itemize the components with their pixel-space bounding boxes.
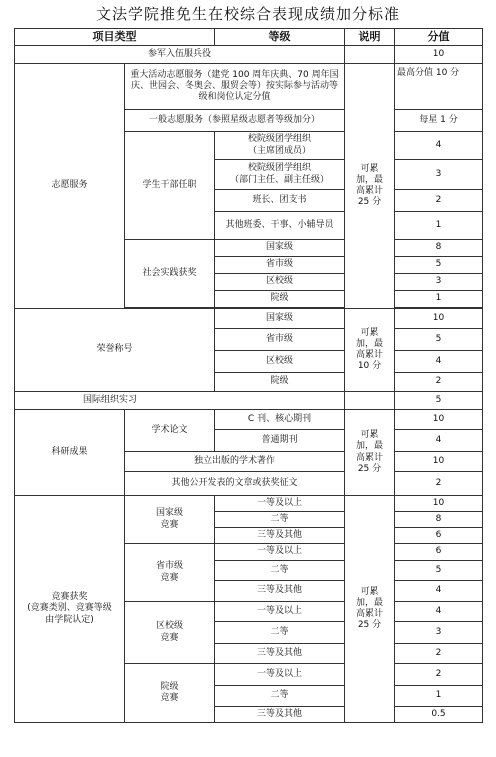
- volunteer-note: 可累 加，最 高累计 25 分: [345, 64, 395, 309]
- contest-score: 5: [395, 561, 483, 581]
- contest-group-label: 院级 竞赛: [125, 664, 215, 723]
- volunteer-major-text: 重大活动志愿服务（建党 100 周年庆典、70 周年国庆、世园会、冬奥会、服贸会等）按实际参与活动等级和岗位认定分值: [125, 64, 345, 110]
- research-label: 科研成果: [15, 410, 125, 496]
- other-score: 2: [395, 472, 483, 496]
- cadre-score: 2: [395, 190, 483, 212]
- contest-level: 二等: [215, 686, 345, 707]
- contest-score: 8: [395, 512, 483, 528]
- contest-level: 一等及以上: [215, 544, 345, 561]
- volunteer-label: 志愿服务: [15, 64, 125, 309]
- empty-note: [345, 46, 395, 64]
- contest-group-label: 省市级 竞赛: [125, 544, 215, 602]
- book-text: 独立出版的学术著作: [125, 452, 345, 472]
- social-label: 社会实践获奖: [125, 240, 215, 308]
- cadre-score: 3: [395, 160, 483, 190]
- contest-score: 2: [395, 644, 483, 664]
- honor-note: 可累 加，最 高累计 10 分: [345, 309, 395, 392]
- contest-score: 6: [395, 544, 483, 561]
- contest-level: 三等及其他: [215, 707, 345, 723]
- table-row: [15, 46, 483, 64]
- cadre-score: 1: [395, 212, 483, 240]
- honor-score: 4: [395, 351, 483, 373]
- paper-score: 4: [395, 430, 483, 452]
- contest-score: 10: [395, 496, 483, 512]
- honor-score: 10: [395, 309, 483, 329]
- other-text: 其他公开发表的文章或获奖征文: [125, 472, 345, 496]
- header-level: 等级: [215, 29, 345, 46]
- military-score: 10: [395, 46, 483, 64]
- contest-score: 2: [395, 664, 483, 686]
- social-score: 3: [395, 274, 483, 291]
- research-note: 可累 加，最 高累计 25 分: [345, 410, 395, 496]
- contest-level: 一等及以上: [215, 602, 345, 622]
- volunteer-major-score: 最高分值 10 分: [395, 64, 483, 110]
- intern-score: 5: [395, 392, 483, 410]
- social-level: 国家级: [215, 240, 345, 257]
- contest-label: 竞赛获奖 (竞赛类别、竞赛等级 由学院认定): [15, 496, 125, 723]
- social-level: 院级: [215, 291, 345, 308]
- table-row: [15, 309, 483, 329]
- contest-score: 3: [395, 622, 483, 644]
- contest-level: 二等: [215, 622, 345, 644]
- table-row: [15, 392, 483, 410]
- social-score: 8: [395, 240, 483, 257]
- contest-score: 4: [395, 602, 483, 622]
- paper-score: 10: [395, 410, 483, 430]
- honor-level: 区校级: [215, 351, 345, 373]
- honor-score: 5: [395, 329, 483, 351]
- honor-label: 荣誉称号: [15, 309, 215, 392]
- contest-score: 0.5: [395, 707, 483, 723]
- honor-level: 院级: [215, 373, 345, 392]
- contest-group-label: 区校级 竞赛: [125, 602, 215, 664]
- social-level: 省市级: [215, 257, 345, 274]
- honor-level: 省市级: [215, 329, 345, 351]
- cadre-level: 其他班委、干事、小辅导员: [215, 212, 345, 240]
- contest-group-label: 国家级 竞赛: [125, 496, 215, 544]
- book-score: 10: [395, 452, 483, 472]
- table-row: [15, 64, 483, 110]
- scoring-table: [14, 28, 483, 723]
- paper-label: 学术论文: [125, 410, 215, 452]
- contest-score: 4: [395, 581, 483, 602]
- header-category: 项目类型: [15, 29, 215, 46]
- contest-level: 三等及其他: [215, 528, 345, 544]
- cadre-level: 校院级团学组织 （主席团成员）: [215, 132, 345, 160]
- contest-level: 一等及以上: [215, 664, 345, 686]
- empty-note: [345, 392, 395, 410]
- paper-level: 普通期刊: [215, 430, 345, 452]
- page-title: 文法学院推免生在校综合表现成绩加分标准: [95, 5, 400, 23]
- contest-score: 6: [395, 528, 483, 544]
- cadre-level: 校院级团学组织 （部门主任、副主任级）: [215, 160, 345, 190]
- military-label: 参军入伍服兵役: [15, 46, 345, 64]
- social-level: 区校级: [215, 274, 345, 291]
- contest-score: 1: [395, 686, 483, 707]
- social-score: 1: [395, 291, 483, 308]
- contest-level: 二等: [215, 561, 345, 581]
- volunteer-general-score: 每星 1 分: [395, 110, 483, 132]
- cadre-label: 学生干部任职: [125, 132, 215, 240]
- header-score: 分值: [395, 29, 483, 46]
- contest-level: 二等: [215, 512, 345, 528]
- contest-level: 一等及以上: [215, 496, 345, 512]
- honor-score: 2: [395, 373, 483, 392]
- table-row: [15, 410, 483, 430]
- contest-note: 可累 加，最 高累计 25 分: [345, 496, 395, 723]
- cadre-score: 4: [395, 132, 483, 160]
- header-row: [15, 29, 483, 46]
- contest-level: 三等及其他: [215, 581, 345, 602]
- honor-level: 国家级: [215, 309, 345, 329]
- volunteer-general-text: 一般志愿服务（参照星级志愿者等级加分）: [125, 110, 345, 132]
- header-note: 说明: [345, 29, 395, 46]
- table-row: [15, 496, 483, 512]
- contest-level: 三等及其他: [215, 644, 345, 664]
- paper-level: C 刊、核心期刊: [215, 410, 345, 430]
- social-score: 5: [395, 257, 483, 274]
- intern-label: 国际组织实习: [15, 392, 345, 410]
- cadre-level: 班长、团支书: [215, 190, 345, 212]
